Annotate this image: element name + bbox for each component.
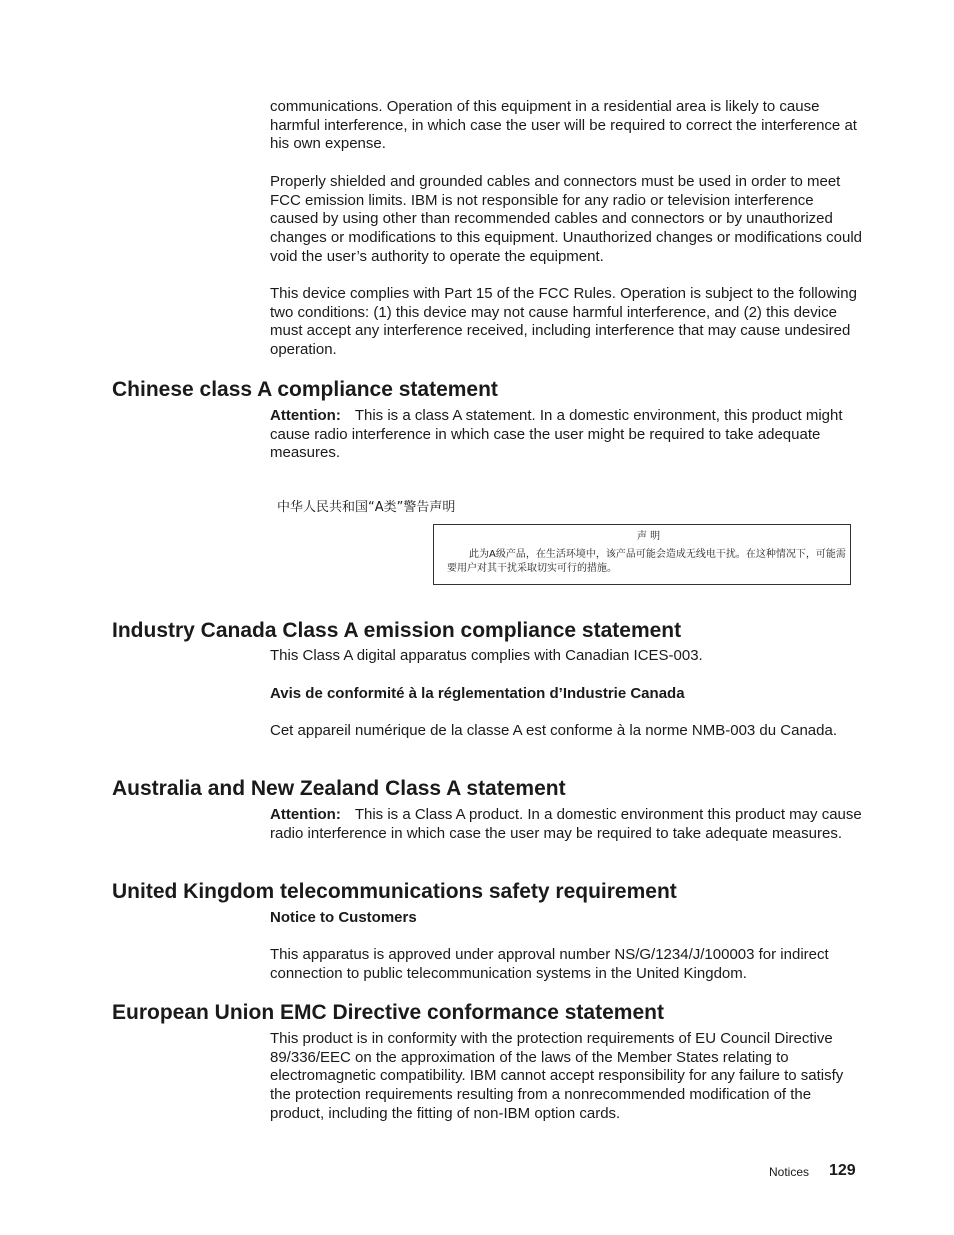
chinese-warning-title: 中华人民共和国“A类”警告声明 — [277, 500, 456, 515]
attention-label: Attention: — [270, 806, 341, 823]
intro-paragraph-2: Properly shielded and grounded cables and connectors must be used in order to meet FCC emission limits. IBM is not responsible for any radio or television interference caused by using other than recommended cables and connectors or by unauthorized changes or modifications to this equipment. Unauthorized changes or modifications could void the user’s authority to operate the equipment. — [270, 173, 863, 265]
uk-paragraph-1: This apparatus is approved under approval number NS/G/1234/J/100003 for indirect connection to public telecommunication systems in the United Kingdom. — [270, 946, 829, 982]
intro-paragraph-1: communications. Operation of this equipment in a residential area is likely to cause harmful interference, in which case the user will be required to correct the interference at his own expense. — [270, 98, 857, 153]
footer-section-label: Notices — [769, 1165, 810, 1179]
canada-section-heading: Industry Canada Class A emission compliance statement — [112, 619, 682, 642]
chinese-statement-heading: 声 明 — [637, 531, 661, 542]
canada-paragraph-1: This Class A digital apparatus complies with Canadian ICES-003. — [270, 647, 703, 664]
attention-label: Attention: — [270, 407, 341, 424]
eu-section-heading: European Union EMC Directive conformance statement — [112, 1001, 664, 1024]
uk-subheading: Notice to Customers — [270, 909, 417, 926]
chinese-statement-box — [433, 524, 851, 585]
australia-attention-paragraph — [270, 806, 862, 843]
eu-paragraph-1: This product is in conformity with the protection requirements of EU Council Directive 89/336/EEC on the approximation of the laws of the Member States relating to electromagnetic compatibility. IBM cannot accept responsibility for any failure to satisfy the protection requirements resulting from a nonrecommended modification of the product, including the fitting of non-IBM option cards. — [270, 1030, 844, 1122]
intro-paragraph-3: This device complies with Part 15 of the FCC Rules. Operation is subject to the following two conditions: (1) this device may not cause harmful interference, and (2) this device must accept any interference received, including interference that may cause undesired operation. — [270, 285, 857, 359]
canada-subheading: Avis de conformité à la réglementation d’Industrie Canada — [270, 685, 685, 702]
attention-text: This is a Class A product. In a domestic environment this product may cause radio interference in which case the user may be required to take adequate measures. — [270, 806, 862, 842]
chinese-attention-paragraph — [270, 407, 862, 463]
attention-text: This is a class A statement. In a domestic environment, this product might cause radio interference in which case the user might be required to take adequate measures. — [270, 407, 843, 462]
chinese-section-heading: Chinese class A compliance statement — [112, 378, 498, 401]
page-number: 129 — [829, 1162, 856, 1179]
uk-section-heading: United Kingdom telecommunications safety requirement — [112, 880, 677, 903]
chinese-statement-body: 此为A级产品，在生活环境中，该产品可能会造成无线电干扰。在这种情况下，可能需要用户对其干扰采取切实可行的措施。 — [447, 549, 846, 574]
australia-section-heading: Australia and New Zealand Class A statement — [112, 777, 566, 800]
canada-paragraph-2: Cet appareil numérique de la classe A est conforme à la norme NMB-003 du Canada. — [270, 722, 837, 739]
